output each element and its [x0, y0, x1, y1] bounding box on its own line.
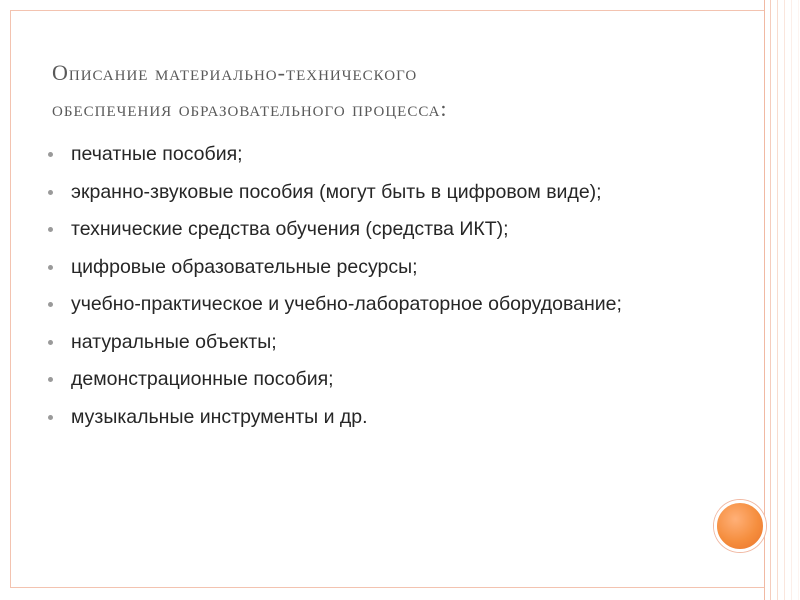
frame-right-line — [764, 0, 765, 600]
frame-bottom-line — [10, 587, 764, 588]
bullet-icon — [48, 190, 53, 195]
bullet-icon — [48, 227, 53, 232]
bullet-list — [44, 140, 684, 440]
list-item-text: учебно-практическое и учебно-лабораторное оборудование; — [71, 293, 622, 315]
frame-right-line — [777, 0, 778, 600]
list-item — [44, 365, 684, 393]
orange-circle-decoration — [714, 500, 766, 552]
slide-title-line-1: Описание материально-технического — [52, 60, 418, 85]
bullet-icon — [48, 302, 53, 307]
frame-top-line — [10, 10, 764, 11]
frame-right-line — [798, 0, 799, 600]
bullet-icon — [48, 265, 53, 270]
list-item — [44, 403, 684, 431]
list-item-text: натуральные объекты; — [71, 330, 277, 353]
list-item — [44, 253, 684, 281]
bullet-icon — [48, 415, 53, 420]
list-item-text: технические средства обучения (средства ИКТ); — [71, 218, 509, 240]
list-item-text: цифровые образовательные ресурсы; — [71, 255, 418, 278]
slide-title — [52, 55, 732, 127]
list-item-text: музыкальные инструменты и др. — [71, 405, 368, 428]
list-item-text: экранно-звуковые пособия (могут быть в цифровом виде); — [71, 180, 602, 203]
list-item — [44, 215, 684, 243]
list-item — [44, 290, 684, 318]
frame-right-line — [784, 0, 785, 600]
list-item — [44, 178, 684, 206]
frame-right-line — [770, 0, 771, 600]
list-item — [44, 328, 684, 356]
list-item-text: демонстрационные пособия; — [71, 368, 334, 390]
list-item — [44, 140, 684, 168]
frame-left-line — [10, 10, 11, 588]
frame-right-line — [791, 0, 792, 600]
bullet-icon — [48, 152, 53, 157]
bullet-icon — [48, 340, 53, 345]
slide-title-line-2: обеспечения образовательного процесса: — [52, 96, 448, 121]
list-item-text: печатные пособия; — [71, 143, 243, 165]
bullet-icon — [48, 377, 53, 382]
